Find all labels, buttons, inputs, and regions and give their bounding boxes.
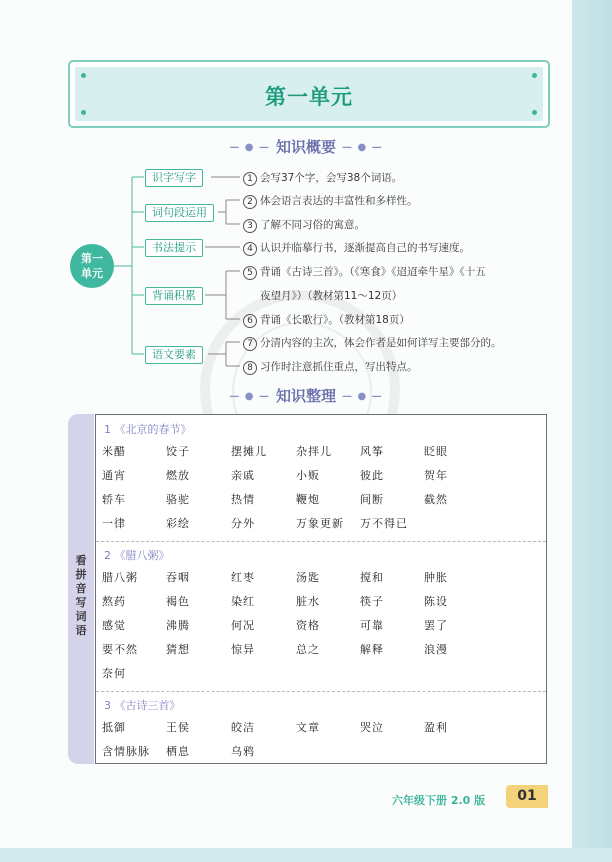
vocab-word: 万不得已 [360,517,408,530]
heading-deco-left: — ● — [229,142,270,153]
vocab-word: 皎洁 [231,721,255,734]
vocab-word: 文章 [296,721,320,734]
heading-deco-right: — ● — [342,142,383,153]
sidebar-label: 看 拼 音 写 词 语 [75,554,87,637]
corner-dot [81,73,86,78]
heading-text: 知识整理 [275,387,336,405]
overview-item: 2 体会语言表达的丰富性和多样性。 [243,193,418,209]
vocab-word: 筷子 [360,595,384,608]
vocab-word: 彼此 [360,469,384,482]
vocab-word: 万象更新 [296,517,344,530]
vocab-word: 乌鸦 [231,745,255,758]
vocab-word: 分外 [231,517,255,530]
heading-text: 知识概要 [275,138,336,156]
vocab-word: 染红 [231,595,255,608]
vocab-word: 猜想 [166,643,190,656]
overview-item-continued: 夜望月》）（教材第11～12页） [260,290,403,302]
vocab-word: 何况 [231,619,255,632]
overview-item: 5 背诵《古诗三首》。（《寒食》《迢迢牵牛星》《十五 [243,264,486,280]
vocab-word: 吞咽 [166,571,190,584]
category-calligraphy: 书法提示 [145,239,203,257]
edition-label: 六年级下册 2.0 版 [392,794,486,807]
vocab-word: 通宵 [102,469,126,482]
vocab-word: 燃放 [166,469,190,482]
overview-item: 8 习作时注意抓住重点，写出特点。 [243,359,418,375]
vocab-word: 搅和 [360,571,384,584]
lesson-title: 1 《北京的春节》 [104,423,192,436]
vocab-word: 可靠 [360,619,384,632]
vocab-word: 热情 [231,493,255,506]
vocab-word: 总之 [296,643,320,656]
vocab-word: 眨眼 [424,445,448,458]
unit-title-box [68,60,550,128]
lesson-title: 3 《古诗三首》 [104,699,181,712]
vocab-word: 间断 [360,493,384,506]
vocab-word: 王侯 [166,721,190,734]
mindmap-root: 第一单元 [70,244,114,288]
overview-item: 3 了解不同习俗的寓意。 [243,217,365,233]
vocab-word: 盈利 [424,721,448,734]
vocab-word: 米醋 [102,445,126,458]
page-bottom-edge [0,848,612,862]
category-literacy: 识字写字 [145,169,203,187]
vocab-word: 陈设 [424,595,448,608]
vocab-word: 沸腾 [166,619,190,632]
vocab-word: 轿车 [102,493,126,506]
category-sentence-use: 词句段运用 [145,204,214,222]
overview-item: 6 背诵《长歌行》。（教材第18页） [243,312,410,328]
vocab-word: 亲戚 [231,469,255,482]
vocab-word: 熬药 [102,595,126,608]
vocab-word: 感觉 [102,619,126,632]
vocab-word: 彩绘 [166,517,190,530]
vocab-word: 资格 [296,619,320,632]
vocab-word: 饺子 [166,445,190,458]
overview-item: 7 分清内容的主次，体会作者是如何详写主要部分的。 [243,335,502,351]
group-separator [96,541,546,542]
vocab-word: 浪漫 [424,643,448,656]
vocab-word: 脏水 [296,595,320,608]
page-fold [572,0,612,862]
vocab-word: 要不然 [102,643,138,656]
overview-item: 4 认识并临摹行书，逐渐提高自己的书写速度。 [243,240,470,256]
section-heading-overview [0,136,612,157]
vocab-word: 截然 [424,493,448,506]
vocab-word: 抵御 [102,721,126,734]
vocab-word: 骆驼 [166,493,190,506]
vocab-word: 一律 [102,517,126,530]
vocab-word: 解释 [360,643,384,656]
vocab-word: 肿胀 [424,571,448,584]
vocab-word: 小贩 [296,469,320,482]
vocab-word: 哭泣 [360,721,384,734]
category-recitation: 背诵积累 [145,287,203,305]
vocab-word: 栖息 [166,745,190,758]
vocabulary-table [95,414,547,764]
page-number: 01 [506,785,548,808]
vocab-word: 汤匙 [296,571,320,584]
vocab-word: 贺年 [424,469,448,482]
vocab-word: 奈何 [102,667,126,680]
vocab-word: 杂拌儿 [296,445,332,458]
overview-item: 1 会写37个字，会写38个词语。 [243,170,402,186]
corner-dot [532,73,537,78]
group-separator [96,691,546,692]
vocab-word: 摆摊儿 [231,445,267,458]
category-language-elements: 语文要素 [145,346,203,364]
lesson-title: 2 《腊八粥》 [104,549,170,562]
vocab-word: 红枣 [231,571,255,584]
section-heading-arrangement: — ● — 知识整理 — ● — [229,387,383,405]
vocab-word: 腊八粥 [102,571,138,584]
vocab-word: 风筝 [360,445,384,458]
vocab-word: 褐色 [166,595,190,608]
sidebar-tab [68,414,94,764]
unit-title: 第一单元 [265,85,353,109]
vocab-word: 惊异 [231,643,255,656]
vocab-word: 罢了 [424,619,448,632]
vocab-word: 鞭炮 [296,493,320,506]
vocab-word: 含情脉脉 [102,745,150,758]
